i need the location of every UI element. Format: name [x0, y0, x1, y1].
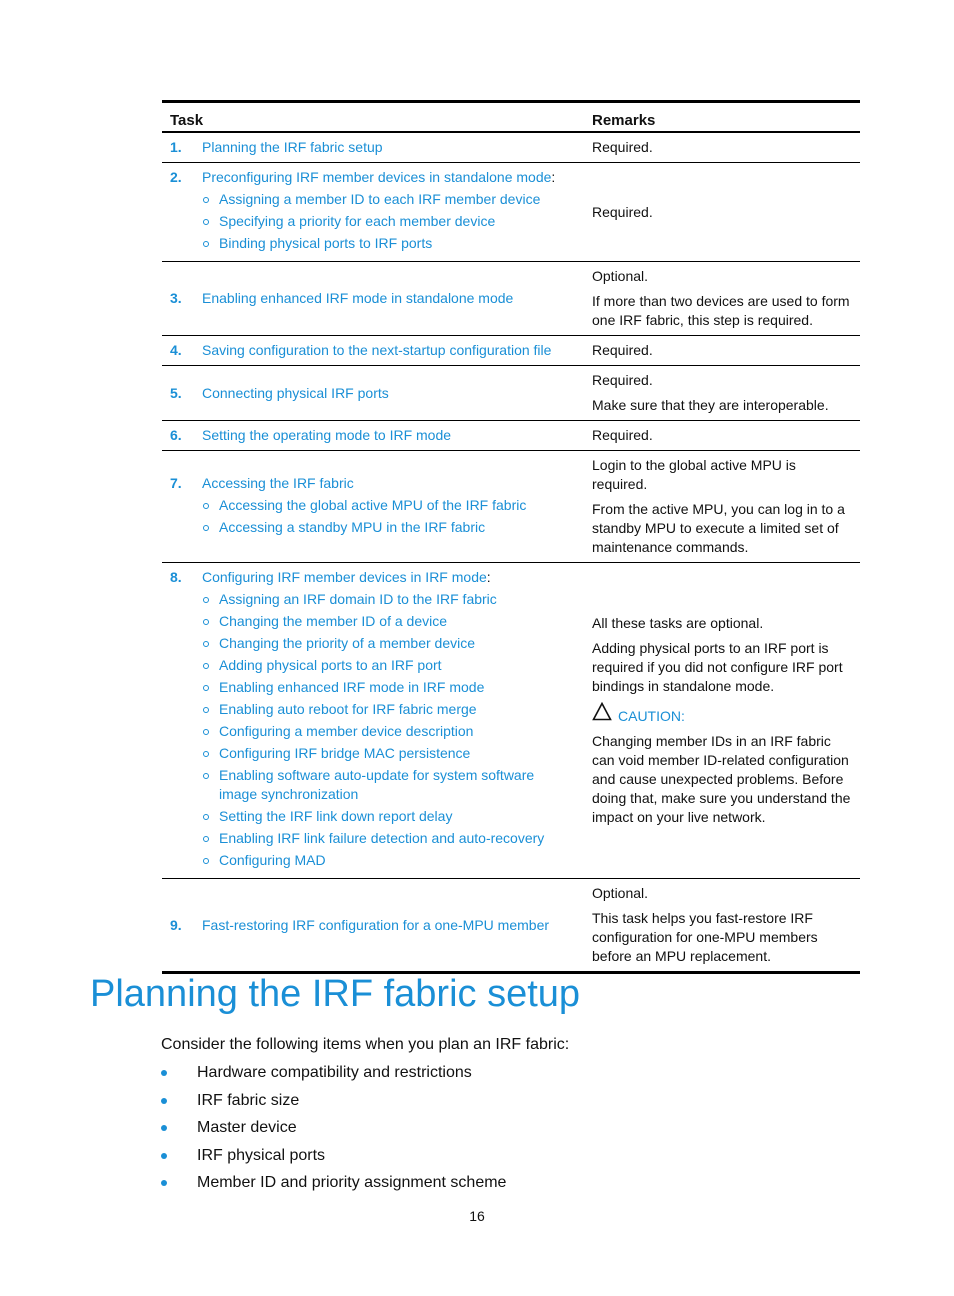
- task-link[interactable]: Accessing the IRF fabric: [202, 474, 354, 491]
- task-cell: [162, 262, 584, 336]
- task-suffix: :: [486, 569, 491, 585]
- remark-text: Required.: [592, 427, 653, 443]
- task-link[interactable]: Configuring IRF member devices in IRF mode: [202, 569, 487, 585]
- remark-text: Required.: [592, 342, 653, 358]
- task-line: [170, 341, 576, 360]
- task-cell: [162, 336, 584, 366]
- table-row: [162, 132, 860, 163]
- subtask-link[interactable]: Configuring a member device description: [201, 722, 576, 741]
- caution-text: Changing member IDs in an IRF fabric can void member ID-related configuration and cause unexpected problems. Before doing that, make sure you understand the impact on your live network.: [592, 733, 851, 825]
- task-number: 9.: [170, 916, 182, 933]
- bullet-dot-icon: [161, 1098, 167, 1104]
- bullet-dot-icon: [161, 1180, 167, 1186]
- task-line: [170, 568, 576, 587]
- remarks-column-header: Remarks: [584, 102, 860, 133]
- list-item: [161, 1090, 506, 1118]
- remarks-cell: [584, 132, 860, 163]
- subtask-list: [170, 496, 576, 537]
- table-row: [162, 879, 860, 973]
- subtask-link[interactable]: Assigning an IRF domain ID to the IRF fabric: [201, 590, 576, 609]
- remarks-cell: [584, 421, 860, 451]
- bullet-dot-icon: [161, 1125, 167, 1131]
- subtask-link[interactable]: Adding physical ports to an IRF port: [201, 656, 576, 675]
- table-header-row: [162, 102, 860, 133]
- remarks-cell: [584, 366, 860, 421]
- task-cell: [162, 132, 584, 163]
- list-item-text: Master device: [197, 1119, 297, 1136]
- subtask-link[interactable]: Configuring IRF bridge MAC persistence: [201, 744, 576, 763]
- subtask-link[interactable]: Accessing the global active MPU of the IRF fabric: [201, 496, 576, 515]
- subtask-link[interactable]: Configuring MAD: [201, 851, 576, 870]
- task-link[interactable]: Setting the operating mode to IRF mode: [202, 427, 452, 443]
- list-item-text: Member ID and priority assignment scheme: [197, 1174, 507, 1191]
- remark-text: Optional.: [592, 885, 649, 901]
- caution-label: [592, 702, 852, 726]
- list-item: [161, 1172, 506, 1200]
- table-row: [162, 563, 860, 879]
- remarks-cell: [584, 163, 860, 262]
- task-link[interactable]: Saving configuration to the next-startup configuration file: [202, 342, 552, 358]
- task-number: 3.: [170, 290, 182, 306]
- remarks-cell: [584, 336, 860, 366]
- task-line: [170, 289, 576, 308]
- table-row: [162, 262, 860, 336]
- task-number: 6.: [170, 427, 182, 443]
- remark-text: Login to the global active MPU is required.: [592, 457, 796, 492]
- remark-text: From the active MPU, you can log in to a standby MPU to execute a limited set of maintenance commands.: [592, 501, 845, 555]
- task-number: 4.: [170, 342, 182, 358]
- task-link[interactable]: Enabling enhanced IRF mode in standalone mode: [202, 290, 514, 306]
- task-link[interactable]: Connecting physical IRF ports: [202, 384, 389, 401]
- subtask-link[interactable]: Assigning a member ID to each IRF member device: [201, 190, 576, 209]
- subtask-link[interactable]: Accessing a standby MPU in the IRF fabric: [201, 518, 576, 537]
- subtask-link[interactable]: Changing the member ID of a device: [201, 612, 576, 631]
- task-suffix: :: [551, 169, 556, 185]
- task-line: [170, 168, 576, 187]
- remarks-cell: [584, 451, 860, 563]
- task-column-header: Task: [162, 102, 584, 133]
- table-row: [162, 366, 860, 421]
- task-link[interactable]: Planning the IRF fabric setup: [202, 139, 383, 155]
- remark-text: Required.: [592, 139, 653, 155]
- page-number: 16: [469, 1208, 485, 1224]
- task-number: 5.: [170, 384, 182, 401]
- bullet-dot-icon: [161, 1153, 167, 1159]
- considerations-list: [161, 1062, 506, 1200]
- task-number: 8.: [170, 569, 182, 585]
- remarks-cell: [584, 563, 860, 879]
- remark-text: Optional.: [592, 268, 649, 284]
- warning-triangle-icon: [592, 702, 618, 726]
- subtask-list: [170, 190, 576, 253]
- task-number: 7.: [170, 474, 182, 491]
- task-cell: [162, 421, 584, 451]
- table-row: [162, 336, 860, 366]
- subtask-list: [170, 590, 576, 870]
- list-item: [161, 1145, 506, 1173]
- task-line: [170, 916, 576, 935]
- list-item-text: Hardware compatibility and restrictions: [197, 1064, 472, 1081]
- table-body: [162, 132, 860, 973]
- subtask-link[interactable]: Enabling auto reboot for IRF fabric merge: [201, 700, 576, 719]
- section-intro: Consider the following items when you plan an IRF fabric:: [161, 1036, 570, 1053]
- task-number: 2.: [170, 169, 182, 185]
- task-line: [170, 384, 576, 403]
- subtask-link[interactable]: Setting the IRF link down report delay: [201, 807, 576, 826]
- remarks-cell: [584, 262, 860, 336]
- task-table: [162, 100, 860, 974]
- task-cell: [162, 563, 584, 879]
- subtask-link[interactable]: Specifying a priority for each member device: [201, 212, 576, 231]
- task-cell: [162, 366, 584, 421]
- task-cell: [162, 879, 584, 973]
- section-heading: Planning the IRF fabric setup: [90, 973, 581, 1015]
- remark-text: All these tasks are optional.: [592, 615, 764, 631]
- caution-text-label: CAUTION:: [618, 708, 685, 724]
- task-number: 1.: [170, 139, 182, 155]
- table-row: [162, 163, 860, 262]
- subtask-link[interactable]: Enabling enhanced IRF mode in IRF mode: [201, 678, 576, 697]
- list-item: [161, 1117, 506, 1145]
- task-link[interactable]: Fast-restoring IRF configuration for a one-MPU member: [202, 916, 550, 933]
- task-cell: [162, 163, 584, 262]
- remark-text: Make sure that they are interoperable.: [592, 397, 829, 413]
- remark-text: This task helps you fast-restore IRF configuration for one-MPU members before an MPU replacement.: [592, 910, 818, 964]
- task-line: [170, 474, 576, 493]
- subtask-link[interactable]: Enabling IRF link failure detection and auto-recovery: [201, 829, 576, 848]
- table-row: [162, 451, 860, 563]
- remark-text: Adding physical ports to an IRF port is required if you did not configure IRF port bindings in standalone mode.: [592, 640, 843, 694]
- task-cell: [162, 451, 584, 563]
- list-item-text: IRF fabric size: [197, 1091, 300, 1109]
- subtask-link[interactable]: Binding physical ports to IRF ports: [201, 234, 576, 253]
- list-item: [161, 1062, 506, 1090]
- bullet-dot-icon: [161, 1070, 167, 1076]
- subtask-link[interactable]: Changing the priority of a member device: [201, 634, 576, 653]
- remark-text: If more than two devices are used to form one IRF fabric, this step is required.: [592, 293, 850, 328]
- remark-text: Required.: [592, 203, 653, 220]
- remarks-cell: [584, 879, 860, 973]
- list-item-text: IRF physical ports: [197, 1146, 326, 1164]
- task-line: [170, 426, 576, 445]
- subtask-link[interactable]: Enabling software auto-update for system software image synchronization: [201, 766, 576, 804]
- task-link[interactable]: Preconfiguring IRF member devices in standalone mode: [202, 169, 552, 185]
- remark-text: Required.: [592, 372, 653, 388]
- table-row: [162, 421, 860, 451]
- task-line: [170, 138, 576, 157]
